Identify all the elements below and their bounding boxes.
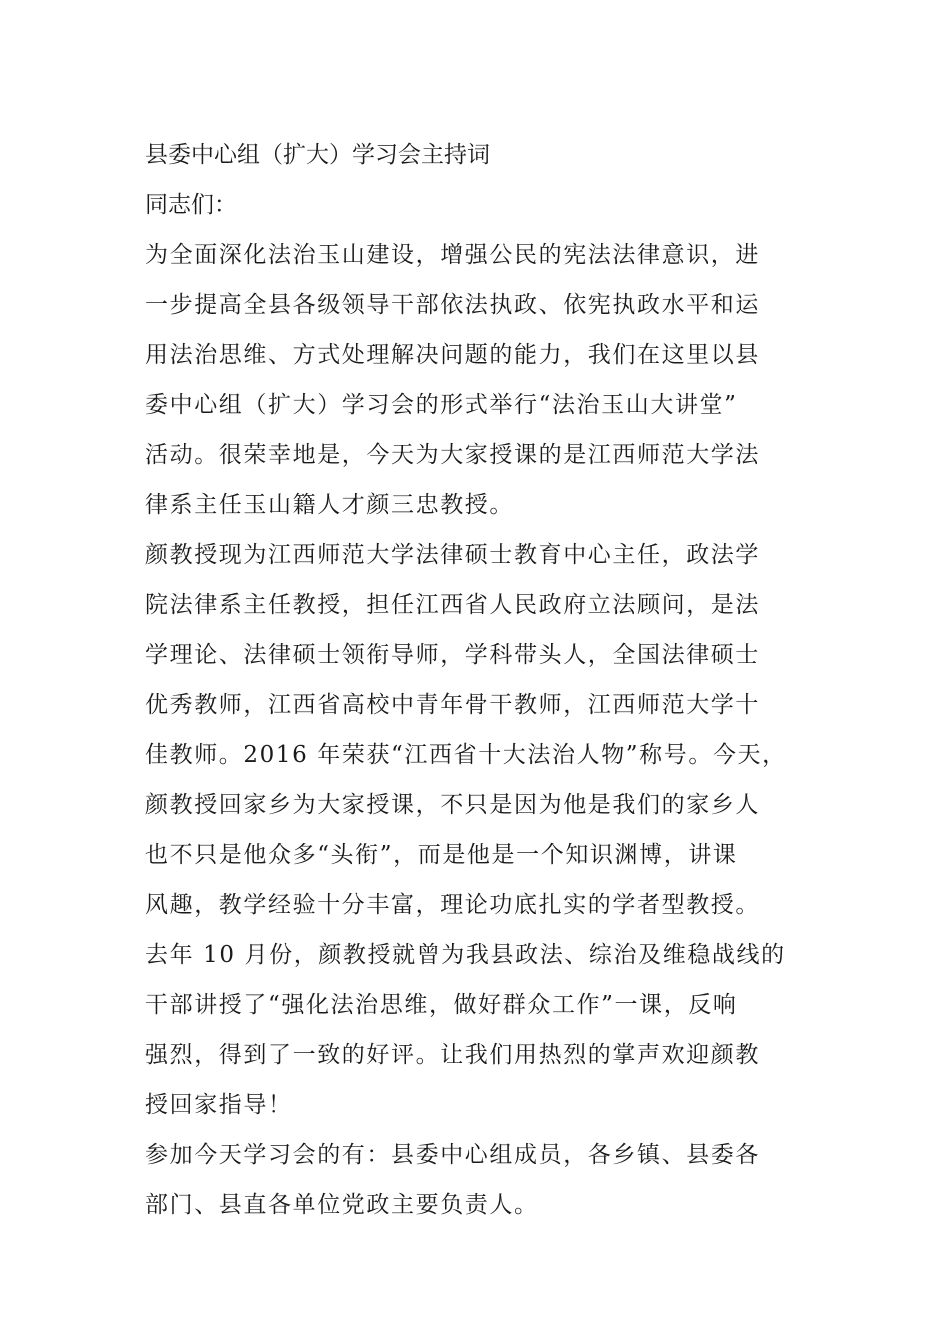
- paragraph-line: 院法律系主任教授，担任江西省人民政府立法顾问，是法: [145, 592, 760, 618]
- paragraph-line: 用法治思维、方式处理解决问题的能力，我们在这里以县: [145, 342, 760, 368]
- paragraph-line: 强烈，得到了一致的好评。让我们用热烈的掌声欢迎颜教: [145, 1042, 760, 1068]
- paragraph-line: 颜教授回家乡为大家授课，不只是因为他是我们的家乡人: [145, 792, 760, 818]
- paragraph-line: 干部讲授了“强化法治思维，做好群众工作”一课，反响: [145, 992, 738, 1018]
- paragraph-intro: [145, 230, 825, 530]
- paragraph-line: 去年 10 月份，颜教授就曾为我县政法、综治及维稳战线的: [145, 942, 786, 968]
- document-body: [145, 130, 825, 1230]
- paragraph-line: 优秀教师，江西省高校中青年骨干教师，江西师范大学十: [145, 692, 760, 718]
- paragraph-line: 一步提高全县各级领导干部依法执政、依宪执政水平和运: [145, 292, 760, 318]
- paragraph-line: 参加今天学习会的有：县委中心组成员，各乡镇、县委各: [145, 1142, 760, 1168]
- paragraph-line: 风趣，教学经验十分丰富，理论功底扎实的学者型教授。: [145, 892, 760, 918]
- paragraph-line: 也不只是他众多“头衔”，而是他是一个知识渊博，讲课: [145, 842, 738, 868]
- paragraph-attendees: [145, 1130, 825, 1230]
- paragraph-line: 律系主任玉山籍人才颜三忠教授。: [145, 492, 514, 518]
- paragraph-line: 委中心组（扩大）学习会的形式举行“法治玉山大讲堂”: [145, 392, 738, 418]
- paragraph-line: 活动。很荣幸地是，今天为大家授课的是江西师范大学法: [145, 442, 760, 468]
- paragraph-line: 部门、县直各单位党政主要负责人。: [145, 1192, 539, 1218]
- document-title: 县委中心组（扩大）学习会主持词: [145, 142, 490, 168]
- paragraph-speaker-bio: [145, 530, 825, 1130]
- paragraph-line: 颜教授现为江西师范大学法律硕士教育中心主任，政法学: [145, 542, 760, 568]
- paragraph-line: 授回家指导！: [145, 1092, 293, 1118]
- paragraph-line: 学理论、法律硕士领衔导师，学科带头人，全国法律硕士: [145, 642, 760, 668]
- salutation: 同志们：: [145, 192, 237, 218]
- paragraph-line: 佳教师。2016 年荣获“江西省十大法治人物”称号。今天，: [145, 742, 787, 768]
- paragraph-line: 为全面深化法治玉山建设，增强公民的宪法法律意识，进: [145, 242, 760, 268]
